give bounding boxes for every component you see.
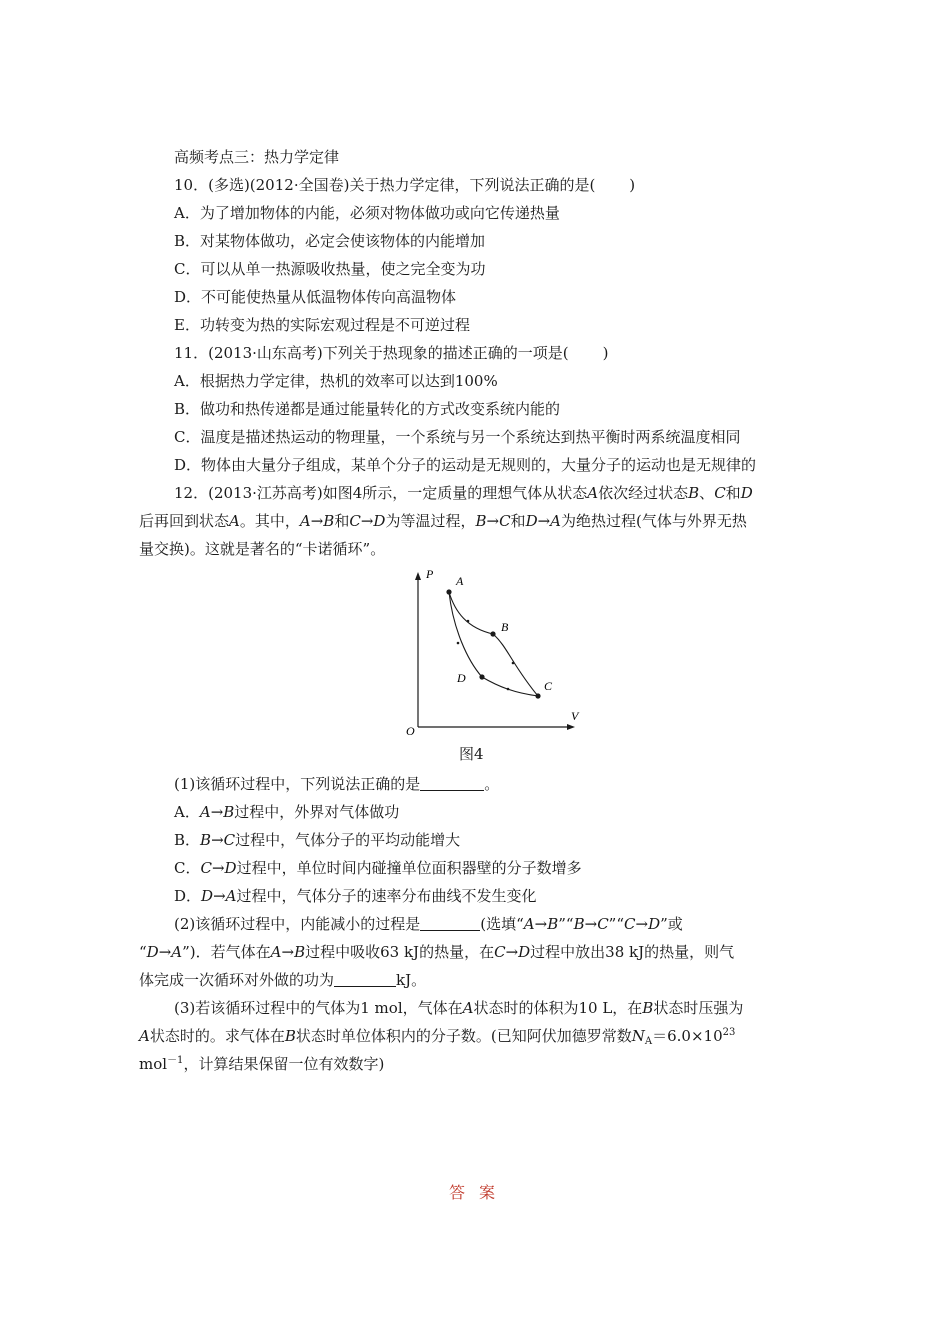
answer-blank-3[interactable] bbox=[334, 972, 396, 987]
axis-label-p: P bbox=[426, 567, 434, 581]
q11-option-b: B．做功和热传递都是通过能量转化的方式改变系统内能的 bbox=[174, 400, 561, 418]
q12-intro-line1: 12．(2013·江苏高考)如图4所示，一定质量的理想气体从状态A依次经过状态B、C和D bbox=[174, 484, 753, 502]
point-label-d: D bbox=[457, 671, 466, 685]
v-axis-arrow bbox=[567, 724, 575, 730]
q10-option-e: E．功转变为热的实际宏观过程是不可逆过程 bbox=[174, 316, 470, 334]
q12-sub3-line3: mol$^{-1}$，计算结果保留一位有效数字) bbox=[139, 1055, 385, 1073]
answer-heading: 答案 bbox=[449, 1183, 510, 1202]
figure-caption: 图4 bbox=[459, 745, 484, 763]
q12-sub2-line1: (2)该循环过程中，内能减小的过程是 (选填“A→B”“B→C”“C→D”或 bbox=[174, 915, 683, 933]
p-axis-arrow bbox=[415, 572, 421, 580]
direction-mark-ab bbox=[467, 620, 470, 623]
curve-c-to-d bbox=[482, 677, 538, 696]
axis-label-v: V bbox=[571, 709, 579, 723]
state-point-c bbox=[535, 693, 540, 698]
answer-blank-1[interactable] bbox=[420, 776, 484, 791]
answer-blank-2[interactable] bbox=[420, 916, 480, 931]
q12-sub2-line3: 体完成一次循环对外做的功为 kJ。 bbox=[139, 971, 427, 989]
state-point-b bbox=[490, 631, 495, 636]
q12-sub2-line2: “D→A”)．若气体在A→B过程中吸收63 kJ的热量，在C→D过程中放出38 kJ的热量，则气 bbox=[139, 943, 735, 961]
direction-mark-da bbox=[457, 642, 460, 645]
q12-sub1-stem: (1)该循环过程中，下列说法正确的是 。 bbox=[174, 775, 500, 793]
q10-stem: 10．(多选)(2012·全国卷)关于热力学定律，下列说法正确的是( ) bbox=[174, 176, 636, 194]
q10-option-d: D．不可能使热量从低温物体传向高温物体 bbox=[174, 288, 457, 306]
q11-stem: 11．(2013·山东高考)下列关于热现象的描述正确的一项是( ) bbox=[174, 344, 609, 362]
curve-b-to-c bbox=[493, 634, 538, 696]
state-point-a bbox=[446, 589, 451, 594]
q12-sub3-line1: (3)若该循环过程中的气体为1 mol，气体在A状态时的体积为10 L，在B状态时压强为 bbox=[174, 999, 744, 1017]
q12-sub3-line2: A状态时的。求气体在B状态时单位体积内的分子数。(已知阿伏加德罗常数$N_A=6.0\times 10^{23}$ bbox=[139, 1027, 736, 1047]
point-label-b: B bbox=[501, 620, 509, 634]
q12-intro-line2: 后再回到状态A。其中，A→B和C→D为等温过程，B→C和D→A为绝热过程(气体与外界无热 bbox=[139, 512, 747, 530]
q12-sub1-option-d: D．D→A过程中，气体分子的速率分布曲线不发生变化 bbox=[174, 887, 537, 905]
q11-option-a: A．根据热力学定律，热机的效率可以达到100% bbox=[174, 372, 498, 390]
q11-option-c: C．温度是描述热运动的物理量，一个系统与另一个系统达到热平衡时两系统温度相同 bbox=[174, 428, 741, 446]
q12-sub1-option-c: C．C→D过程中，单位时间内碰撞单位面积器壁的分子数增多 bbox=[174, 859, 582, 877]
q12-sub1-option-a: A．A→B过程中，外界对气体做功 bbox=[174, 803, 400, 821]
carnot-cycle-pv-diagram bbox=[395, 566, 595, 741]
point-label-c: C bbox=[544, 679, 553, 693]
q10-option-a: A．为了增加物体的内能，必须对物体做功或向它传递热量 bbox=[174, 204, 560, 222]
q10-option-b: B．对某物体做功，必定会使该物体的内能增加 bbox=[174, 232, 486, 250]
q12-intro-line3: 量交换)。这就是著名的“卡诺循环”。 bbox=[139, 540, 386, 558]
origin-label: O bbox=[406, 724, 415, 738]
direction-mark-bc bbox=[512, 662, 515, 665]
state-point-d bbox=[479, 674, 484, 679]
section-title: 高频考点三：热力学定律 bbox=[174, 148, 340, 166]
q11-option-d: D．物体由大量分子组成，某单个分子的运动是无规则的，大量分子的运动也是无规律的 bbox=[174, 456, 757, 474]
direction-mark-cd bbox=[507, 688, 510, 691]
q12-sub1-option-b: B．B→C过程中，气体分子的平均动能增大 bbox=[174, 831, 461, 849]
q10-option-c: C．可以从单一热源吸收热量，使之完全变为功 bbox=[174, 260, 486, 278]
curve-a-to-b bbox=[449, 592, 493, 634]
point-label-a: A bbox=[456, 574, 464, 588]
